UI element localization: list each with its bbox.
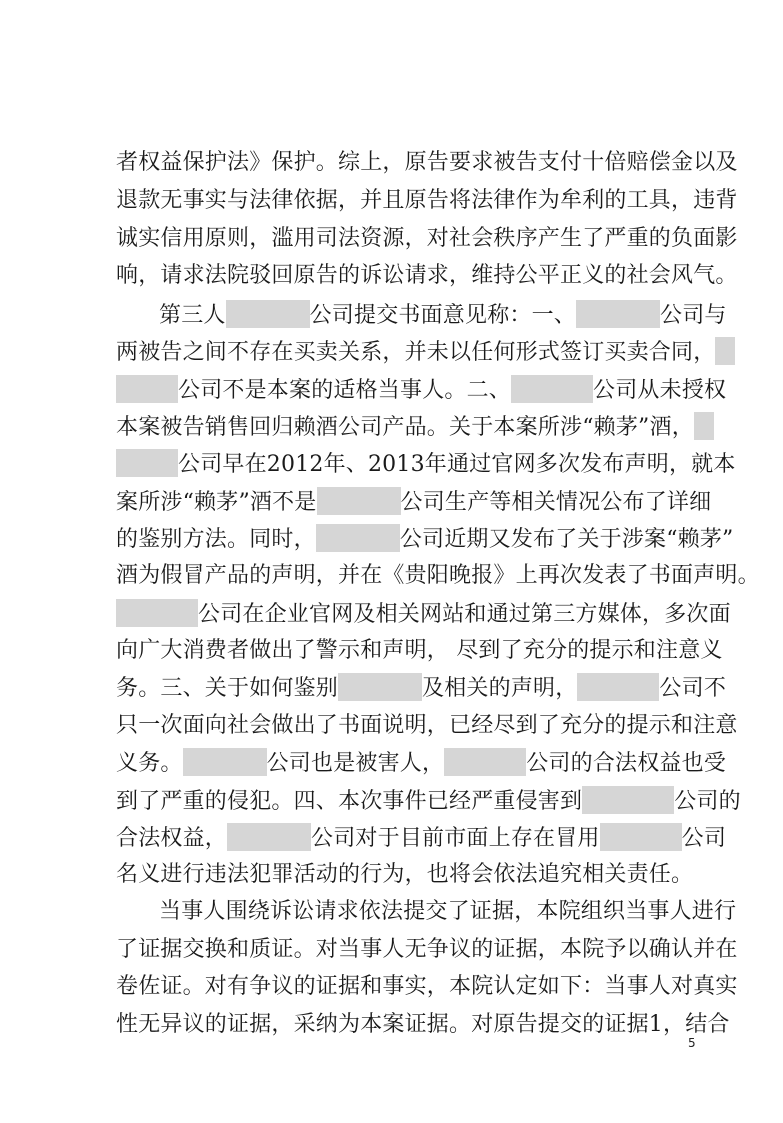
text-segment: 义务。	[116, 751, 183, 776]
text-line	[116, 823, 726, 853]
text-segment: 公司早在2012年、2013年通过官网多次发布声明，就本	[178, 452, 736, 477]
text-segment: 公司不	[659, 676, 727, 701]
text-segment: 到了严重的侵犯。四、本次事件已经严重侵害到	[116, 789, 583, 814]
text-segment: 了证据交换和质证。对当事人无争议的证据，本院予以确认并在	[116, 937, 738, 962]
text-line	[116, 599, 731, 629]
text-segment: 公司对于目前市面上存在冒用	[311, 826, 600, 851]
text-segment: 向广大消费者做出了警示和声明， 尽到了充分的提示和注意义	[116, 638, 723, 663]
text-line	[116, 561, 760, 591]
text-segment: 本案被告销售回归赖酒公司产品。关于本案所涉“赖茅”酒，	[116, 415, 694, 440]
text-line	[116, 148, 738, 178]
redaction-block	[116, 375, 178, 403]
redaction-block	[317, 487, 401, 515]
text-segment: 公司提交书面意见称：一、	[309, 303, 577, 328]
text-segment: 公司近期又发布了关于涉案“赖茅”	[399, 527, 734, 552]
text-line	[116, 412, 714, 442]
text-line	[116, 786, 741, 816]
redaction-block	[600, 823, 682, 851]
text-segment: 公司与	[660, 303, 727, 328]
text-line	[159, 897, 736, 927]
text-segment: 案所涉“赖茅”酒不是	[116, 490, 317, 515]
text-segment: 性无异议的证据，采纳为本案证据。对原告提交的证据1，结合	[116, 1012, 730, 1037]
redaction-block	[694, 412, 714, 440]
text-line	[116, 487, 711, 517]
text-segment: 卷佐证。对有争议的证据和事实，本院认定如下：当事人对真实	[116, 974, 738, 999]
text-line	[116, 673, 726, 703]
text-line	[116, 1010, 730, 1040]
text-line	[116, 186, 738, 216]
text-segment: 酒为假冒产品的声明，并在《贵阳晚报》上再次发表了书面声明。	[116, 563, 760, 588]
text-segment: 当事人围绕诉讼请求依法提交了证据，本院组织当事人进行	[159, 899, 737, 924]
text-line	[116, 636, 723, 666]
text-segment: 退款无事实与法律依据，并且原告将法律作为牟利的工具，违背	[116, 188, 738, 213]
text-segment: 的鉴别方法。同时，	[116, 527, 316, 552]
redaction-block	[227, 823, 311, 851]
text-segment: 公司生产等相关情况公布了详细	[400, 490, 712, 515]
text-segment: 者权益保护法》保护。综上，原告要求被告支付十倍赔偿金以及	[116, 150, 738, 175]
redaction-block	[116, 449, 178, 477]
text-line	[159, 300, 727, 330]
text-segment: 务。三、关于如何鉴别	[116, 676, 339, 701]
text-line	[116, 711, 738, 741]
text-line	[116, 261, 738, 291]
text-line	[116, 860, 693, 890]
redaction-block	[582, 786, 674, 814]
text-line	[116, 524, 734, 554]
redaction-block	[715, 337, 735, 365]
text-segment: 公司在企业官网及相关网站和通过第三方媒体，多次面	[198, 602, 731, 627]
page-number: 5	[688, 1036, 696, 1050]
redaction-block	[226, 300, 310, 328]
text-line	[116, 375, 726, 405]
text-line	[116, 449, 736, 479]
text-segment: 响，请求法院驳回原告的诉讼请求，维持公平正义的社会风气。	[116, 263, 738, 288]
redaction-block	[444, 748, 526, 776]
text-segment: 公司的	[674, 789, 741, 814]
text-segment: 公司也是被害人，	[266, 751, 445, 776]
text-line	[116, 337, 735, 367]
text-segment: 公司	[681, 826, 727, 851]
text-segment: 第三人	[159, 303, 226, 328]
redaction-block	[116, 599, 198, 627]
redaction-block	[338, 673, 422, 701]
text-segment: 及相关的声明，	[422, 676, 578, 701]
text-line	[116, 224, 738, 254]
redaction-block	[576, 300, 660, 328]
text-line	[116, 972, 738, 1002]
redaction-block	[511, 375, 593, 403]
text-line	[116, 748, 726, 778]
redaction-block	[577, 673, 659, 701]
text-segment: 公司从未授权	[593, 378, 727, 403]
redaction-block	[316, 524, 400, 552]
text-segment: 只一次面向社会做出了书面说明，已经尽到了充分的提示和注意	[116, 713, 738, 738]
text-segment: 合法权益，	[116, 826, 228, 851]
text-line	[116, 935, 738, 965]
text-segment: 名义进行违法犯罪活动的行为，也将会依法追究相关责任。	[116, 862, 694, 887]
redaction-block	[183, 748, 267, 776]
text-segment: 诚实信用原则，滥用司法资源，对社会秩序产生了严重的负面影	[116, 226, 738, 251]
text-segment: 公司不是本案的适格当事人。二、	[178, 378, 512, 403]
text-segment: 两被告之间不存在买卖关系，并未以任何形式签订买卖合同，	[116, 340, 716, 365]
text-segment: 公司的合法权益也受	[526, 751, 727, 776]
